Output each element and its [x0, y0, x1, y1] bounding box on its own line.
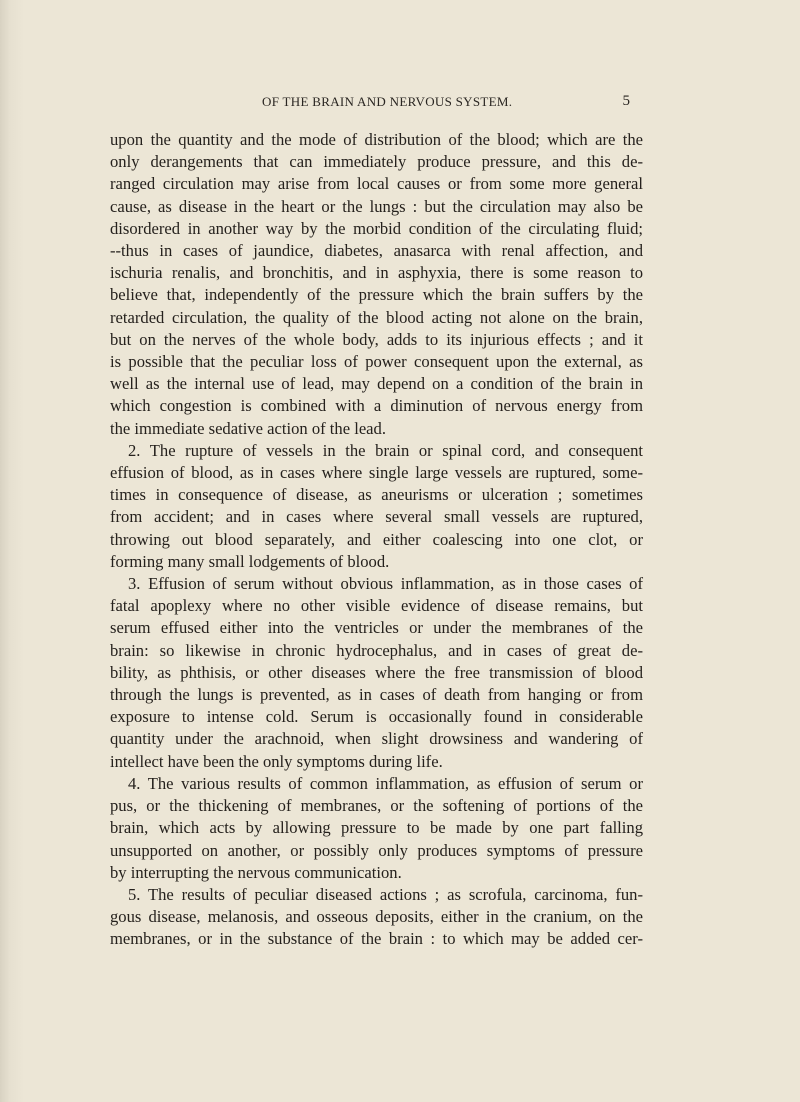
text-line: forming many small lodgements of blood.	[110, 551, 390, 571]
text-line: the immediate sedative action of the lead.	[110, 418, 386, 438]
text-line: disordered in another way by the morbid condition of the circulating fluid;	[110, 218, 643, 238]
text-line: effusion of blood, as in cases where single large vessels are ruptured, some-	[110, 463, 643, 483]
text-line: 5. The results of peculiar diseased actions ; as scrofula, carcinoma, fun-	[128, 884, 643, 904]
text-line: well as the internal use of lead, may depend on a condition of the brain in	[110, 374, 643, 394]
text-line: which congestion is combined with a diminution of nervous energy from	[110, 396, 643, 416]
text-line: cause, as disease in the heart or the lungs : but the circulation may also be	[110, 196, 643, 216]
text-line: intellect have been the only symptoms during life.	[110, 751, 443, 771]
text-line: exposure to intense cold. Serum is occasionally found in considerable	[110, 707, 643, 727]
text-line: retarded circulation, the quality of the blood acting not alone on the brain,	[110, 307, 643, 327]
text-line: brain: so likewise in chronic hydrocephalus, and in cases of great de-	[110, 640, 643, 660]
text-line: ischuria renalis, and bronchitis, and in asphyxia, there is some reason to	[110, 263, 643, 283]
text-line: believe that, independently of the pressure which the brain suffers by the	[110, 285, 643, 305]
text-line: is possible that the peculiar loss of power consequent upon the external, as	[110, 352, 643, 372]
running-title: OF THE BRAIN AND NERVOUS SYSTEM.	[262, 94, 513, 109]
text-line: by interrupting the nervous communication.	[110, 862, 402, 882]
text-line: but on the nerves of the whole body, adds to its injurious effects ; and it	[110, 329, 643, 349]
text-line: 3. Effusion of serum without obvious inflammation, as in those cases of	[128, 574, 643, 594]
text-line: from accident; and in cases where several small vessels are ruptured,	[110, 507, 643, 527]
text-line: gous disease, melanosis, and osseous deposits, either in the cranium, on the	[110, 907, 643, 927]
text-line: pus, or the thickening of membranes, or the softening of portions of the	[110, 796, 643, 816]
text-line: serum effused either into the ventricles or under the membranes of the	[110, 618, 643, 638]
text-line: fatal apoplexy where no other visible evidence of disease remains, but	[110, 596, 643, 616]
text-line: through the lungs is prevented, as in cases of death from hanging or from	[110, 685, 643, 705]
text-line: membranes, or in the substance of the brain : to which may be added cer-	[110, 929, 643, 949]
text-line: times in consequence of disease, as aneurisms or ulceration ; sometimes	[110, 485, 643, 505]
body-text	[110, 129, 643, 951]
text-line: bility, as phthisis, or other diseases where the free transmission of blood	[110, 662, 643, 682]
page-number: 5	[622, 93, 630, 109]
text-line: 2. The rupture of vessels in the brain or spinal cord, and consequent	[128, 440, 643, 460]
text-line: throwing out blood separately, and either coalescing into one clot, or	[110, 529, 643, 549]
text-line: upon the quantity and the mode of distribution of the blood; which are the	[110, 130, 643, 149]
running-head	[110, 94, 630, 114]
text-line: quantity under the arachnoid, when slight drowsiness and wandering of	[110, 729, 643, 749]
text-line: 4. The various results of common inflammation, as effusion of serum or	[128, 773, 643, 793]
text-line: --thus in cases of jaundice, diabetes, anasarca with renal affection, and	[110, 241, 643, 261]
text-line: unsupported on another, or possibly only produces symptoms of pressure	[110, 840, 643, 860]
text-line: ranged circulation may arise from local causes or from some more general	[110, 174, 643, 194]
text-line: only derangements that can immediately produce pressure, and this de-	[110, 152, 643, 172]
text-line: brain, which acts by allowing pressure to be made by one part falling	[110, 818, 643, 838]
